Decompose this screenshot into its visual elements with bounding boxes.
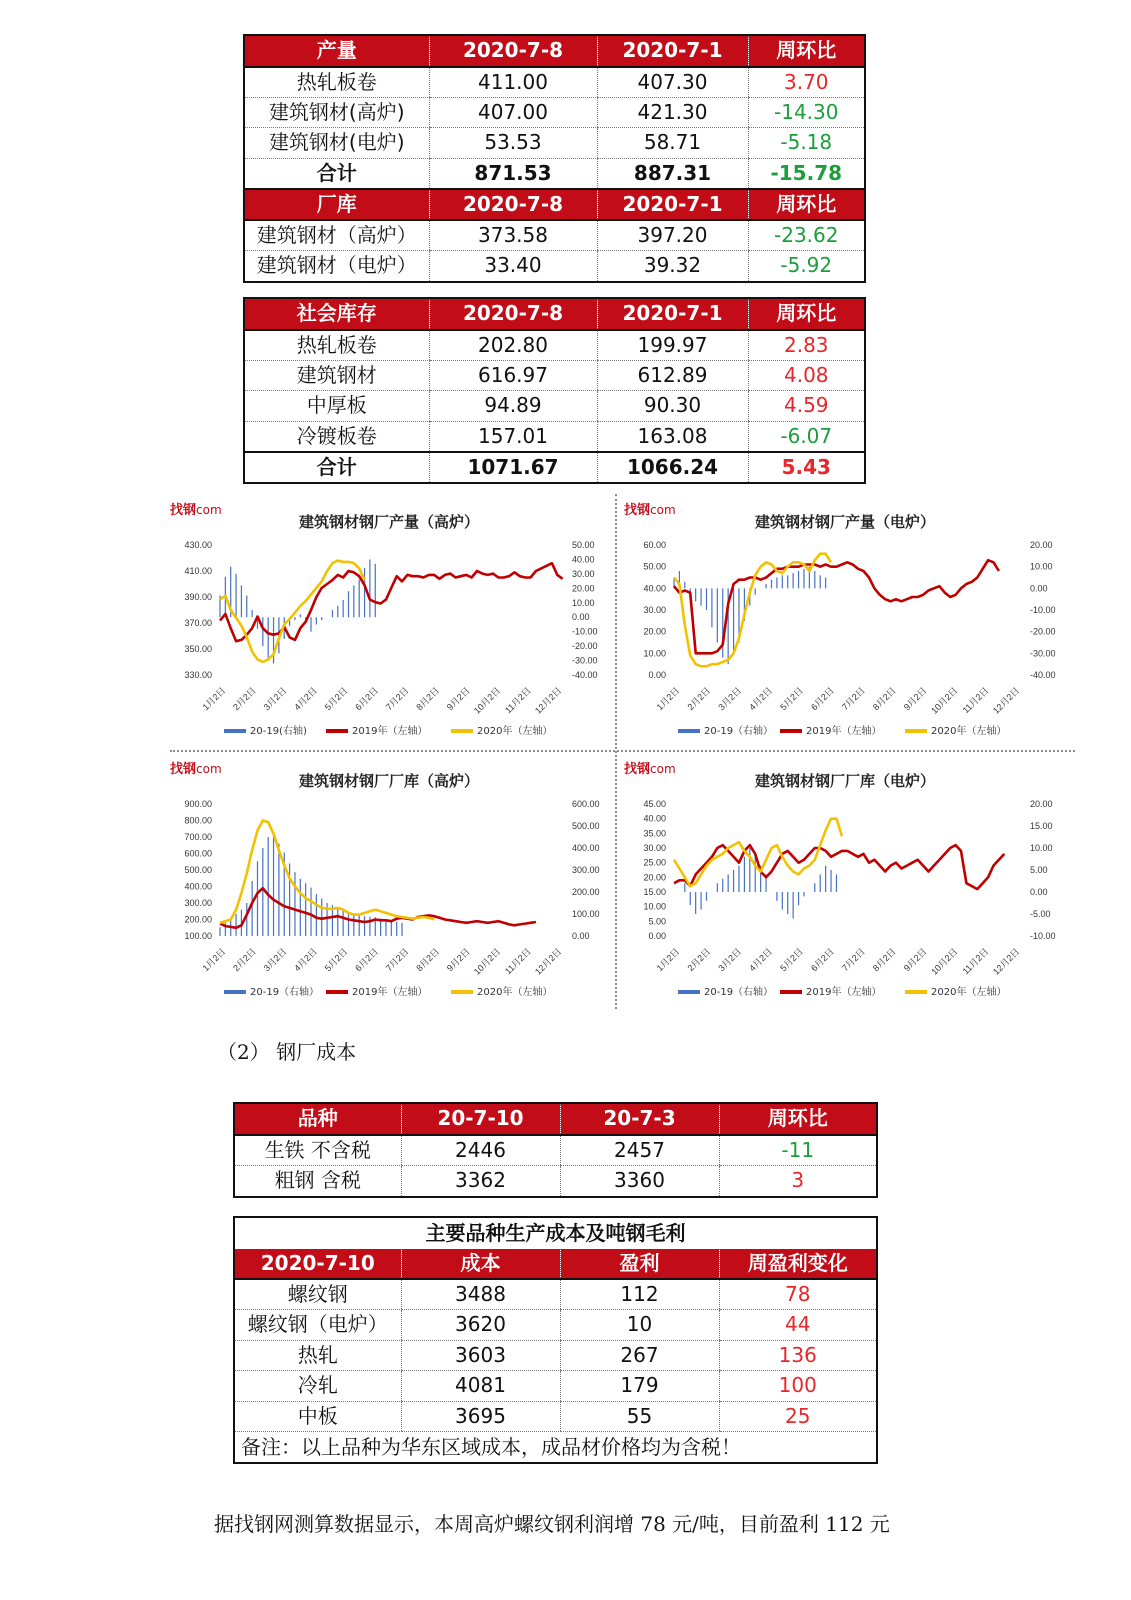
row-label: 建筑钢材(高炉) bbox=[245, 97, 429, 128]
x-axis-tick: 4月2日 bbox=[747, 946, 775, 974]
chart-panel bbox=[166, 756, 612, 1008]
legend-label: 20-19（右轴） bbox=[250, 987, 320, 998]
left-axis-tick: 370.00 bbox=[184, 618, 212, 628]
row-label: 冷轧 bbox=[235, 1371, 401, 1402]
header-cell: 周盈利变化 bbox=[719, 1249, 876, 1280]
cell: 2457 bbox=[560, 1135, 719, 1166]
note-row bbox=[235, 1432, 876, 1463]
change-cell: -11 bbox=[719, 1135, 876, 1166]
change-cell: 5.43 bbox=[748, 452, 864, 483]
right-axis-tick: 5.00 bbox=[1030, 865, 1048, 875]
chart-title: 建筑钢材钢厂厂库（电炉） bbox=[754, 772, 935, 790]
right-axis-tick: 10.00 bbox=[572, 597, 595, 608]
right-axis-tick: 500.00 bbox=[572, 821, 600, 831]
cell: 397.20 bbox=[597, 220, 748, 251]
right-axis-tick: 0.00 bbox=[1030, 583, 1048, 594]
cell: 4081 bbox=[401, 1371, 560, 1402]
table-header bbox=[245, 36, 864, 67]
x-axis-tick: 7月2日 bbox=[839, 685, 867, 713]
row-label: 冷镀板卷 bbox=[245, 421, 429, 452]
row-label: 热轧板卷 bbox=[245, 67, 429, 98]
table-header bbox=[235, 1104, 876, 1135]
x-axis-tick: 3月2日 bbox=[716, 685, 744, 713]
legend-label: 2020年（左轴） bbox=[931, 726, 1007, 737]
cell: 411.00 bbox=[429, 67, 597, 98]
cell: 1066.24 bbox=[597, 452, 748, 483]
legend-swatch bbox=[224, 729, 246, 733]
header-cell: 2020-7-1 bbox=[597, 189, 748, 220]
table-row bbox=[235, 1310, 876, 1341]
right-axis-tick: 0.00 bbox=[1030, 887, 1048, 897]
row-label: 热轧 bbox=[235, 1340, 401, 1371]
header-cell: 盈利 bbox=[560, 1249, 719, 1280]
left-axis-tick: 410.00 bbox=[184, 566, 212, 576]
x-axis-tick: 10月2日 bbox=[929, 946, 960, 977]
x-axis-tick: 1月2日 bbox=[654, 946, 682, 974]
x-axis-tick: 8月2日 bbox=[870, 685, 898, 713]
cell: 53.53 bbox=[429, 128, 597, 159]
x-axis-tick: 11月2日 bbox=[502, 685, 533, 716]
x-axis-tick: 9月2日 bbox=[901, 946, 929, 974]
right-axis-tick: 30.00 bbox=[572, 568, 595, 579]
left-axis-tick: 350.00 bbox=[184, 644, 212, 654]
legend-swatch bbox=[678, 990, 700, 994]
x-axis-tick: 12月2日 bbox=[532, 685, 564, 716]
table-row bbox=[245, 67, 864, 98]
cell: 407.00 bbox=[429, 97, 597, 128]
legend-label: 2020年（左轴） bbox=[477, 987, 553, 998]
left-axis-tick: 700.00 bbox=[184, 832, 212, 842]
x-axis-tick: 4月2日 bbox=[747, 685, 775, 713]
table-row bbox=[235, 1279, 876, 1310]
table-row bbox=[235, 1401, 876, 1432]
x-axis-tick: 10月2日 bbox=[471, 685, 503, 716]
legend-label: 2019年（左轴） bbox=[806, 987, 882, 998]
right-axis-tick: 400.00 bbox=[572, 843, 600, 853]
header-cell: 2020-7-8 bbox=[429, 189, 597, 220]
x-axis-tick: 6月2日 bbox=[353, 946, 381, 974]
legend-swatch bbox=[451, 990, 473, 994]
left-axis-tick: 45.00 bbox=[643, 799, 666, 809]
section-heading: （2） 钢厂成本 bbox=[217, 1040, 357, 1064]
change-cell: 2.83 bbox=[748, 330, 864, 361]
table-row bbox=[245, 97, 864, 128]
legend-swatch bbox=[326, 729, 348, 733]
cell: 267 bbox=[560, 1340, 719, 1371]
series-line bbox=[220, 888, 536, 928]
legend-label: 2020年（左轴） bbox=[477, 726, 553, 737]
row-label: 建筑钢材 bbox=[245, 360, 429, 391]
header-cell: 2020-7-10 bbox=[235, 1249, 401, 1280]
header-cell: 周环比 bbox=[719, 1104, 876, 1135]
x-axis-tick: 6月2日 bbox=[809, 946, 836, 974]
change-cell: 4.59 bbox=[748, 391, 864, 422]
cell: 199.97 bbox=[597, 330, 748, 361]
cell: 33.40 bbox=[429, 250, 597, 281]
right-axis-tick: 20.00 bbox=[1030, 799, 1053, 809]
row-label: 热轧板卷 bbox=[245, 330, 429, 361]
row-label: 中板 bbox=[235, 1401, 401, 1432]
cell: 58.71 bbox=[597, 128, 748, 159]
left-axis-tick: 40.00 bbox=[643, 583, 666, 594]
left-axis-tick: 20.00 bbox=[643, 626, 666, 637]
table-header bbox=[245, 189, 864, 220]
x-axis-tick: 7月2日 bbox=[383, 946, 411, 974]
table-row bbox=[245, 220, 864, 251]
legend-swatch bbox=[451, 729, 473, 733]
x-axis-tick: 11月2日 bbox=[502, 946, 533, 977]
legend-label: 20-19（右轴） bbox=[704, 987, 774, 998]
right-axis-tick: -20.00 bbox=[1030, 626, 1056, 637]
left-axis-tick: 10.00 bbox=[643, 901, 666, 912]
legend-swatch bbox=[326, 990, 348, 994]
table-row bbox=[235, 1165, 876, 1196]
table-row bbox=[245, 330, 864, 361]
table-row bbox=[245, 421, 864, 452]
brand-logo: 找钢com bbox=[170, 762, 222, 777]
table-row bbox=[235, 1340, 876, 1371]
brand-logo: 找钢com bbox=[624, 762, 676, 777]
chart-svg bbox=[620, 756, 1070, 1008]
right-axis-tick: 0.00 bbox=[572, 612, 590, 623]
x-axis-tick: 2月2日 bbox=[685, 685, 713, 713]
row-label: 中厚板 bbox=[245, 391, 429, 422]
series-line bbox=[674, 819, 842, 886]
chart-title: 建筑钢材钢厂厂库（高炉） bbox=[298, 772, 479, 790]
change-cell: -15.78 bbox=[748, 158, 864, 189]
row-label: 螺纹钢 bbox=[235, 1279, 401, 1310]
legend-label: 2019年（左轴） bbox=[806, 726, 882, 737]
cell: 179 bbox=[560, 1371, 719, 1402]
legend-swatch bbox=[780, 990, 802, 994]
left-axis-tick: 30.00 bbox=[643, 605, 666, 615]
x-axis-tick: 8月2日 bbox=[414, 685, 442, 713]
x-axis-tick: 12月2日 bbox=[990, 946, 1022, 977]
change-cell: 100 bbox=[719, 1371, 876, 1402]
row-label: 粗钢 含税 bbox=[274, 1168, 361, 1192]
left-axis-tick: 300.00 bbox=[184, 898, 212, 908]
left-axis-tick: 0.00 bbox=[648, 670, 666, 680]
left-axis-tick: 50.00 bbox=[643, 561, 666, 572]
series-line bbox=[674, 554, 831, 667]
x-axis-tick: 6月2日 bbox=[809, 685, 836, 713]
change-cell: -5.18 bbox=[748, 128, 864, 159]
legend-label: 20-19(右轴) bbox=[250, 726, 307, 737]
x-axis-tick: 2月2日 bbox=[685, 946, 713, 974]
header-cell: 周环比 bbox=[748, 189, 864, 220]
cell: 407.30 bbox=[597, 67, 748, 98]
x-axis-tick: 4月2日 bbox=[292, 685, 320, 713]
x-axis-tick: 10月2日 bbox=[929, 685, 960, 716]
table-row bbox=[235, 1135, 876, 1166]
cell: 3603 bbox=[401, 1340, 560, 1371]
change-cell: 78 bbox=[719, 1279, 876, 1310]
social-inventory-table bbox=[243, 297, 866, 484]
cell: 887.31 bbox=[597, 158, 748, 189]
right-axis-tick: 10.00 bbox=[1030, 843, 1053, 853]
cell: 616.97 bbox=[429, 360, 597, 391]
left-axis-tick: 15.00 bbox=[643, 887, 666, 897]
header-cell: 社会库存 bbox=[245, 299, 429, 330]
x-axis-tick: 11月2日 bbox=[960, 946, 991, 977]
right-axis-tick: 200.00 bbox=[572, 887, 600, 897]
left-axis-tick: 40.00 bbox=[643, 813, 666, 824]
table-row bbox=[245, 250, 864, 281]
left-axis-tick: 500.00 bbox=[184, 865, 212, 875]
left-axis-tick: 400.00 bbox=[184, 881, 212, 892]
chart-title: 建筑钢材钢厂产量（高炉） bbox=[298, 513, 479, 531]
left-axis-tick: 430.00 bbox=[184, 540, 212, 550]
production-table bbox=[243, 34, 866, 283]
x-axis-tick: 5月2日 bbox=[778, 946, 806, 974]
right-axis-tick: -10.00 bbox=[1030, 931, 1056, 941]
x-axis-tick: 5月2日 bbox=[778, 685, 806, 713]
change-cell: -14.30 bbox=[748, 97, 864, 128]
chart-panel bbox=[620, 756, 1070, 1008]
brand-logo: 找钢com bbox=[170, 503, 222, 518]
legend-label: 2019年（左轴） bbox=[352, 726, 428, 737]
change-cell: 3.70 bbox=[748, 67, 864, 98]
cell: 112 bbox=[560, 1279, 719, 1310]
table-row bbox=[245, 391, 864, 422]
brand-logo: 找钢com bbox=[624, 503, 676, 518]
cell: 3620 bbox=[401, 1310, 560, 1341]
row-label: 合计 bbox=[245, 158, 429, 189]
header-cell: 20-7-10 bbox=[401, 1104, 560, 1135]
right-axis-tick: -10.00 bbox=[1030, 605, 1056, 615]
total-row bbox=[245, 158, 864, 189]
chart-panel bbox=[166, 497, 612, 747]
series-line bbox=[220, 563, 563, 641]
table-row bbox=[245, 128, 864, 159]
row-label: 建筑钢材（电炉） bbox=[256, 253, 417, 277]
right-axis-tick: 40.00 bbox=[572, 554, 595, 565]
change-cell: -6.07 bbox=[748, 421, 864, 452]
margin-table bbox=[233, 1216, 878, 1464]
left-axis-tick: 35.00 bbox=[643, 828, 666, 839]
right-axis-tick: -30.00 bbox=[572, 655, 598, 666]
x-axis-tick: 2月2日 bbox=[231, 685, 258, 713]
row-label: 生铁 不含税 bbox=[235, 1135, 401, 1166]
cell: 3488 bbox=[401, 1279, 560, 1310]
x-axis-tick: 8月2日 bbox=[870, 946, 898, 974]
legend-label: 2020年（左轴） bbox=[931, 987, 1007, 998]
legend-swatch bbox=[780, 729, 802, 733]
right-axis-tick: 50.00 bbox=[572, 540, 595, 550]
x-axis-tick: 3月2日 bbox=[261, 685, 289, 713]
header-cell: 周环比 bbox=[748, 36, 864, 67]
chart-panel bbox=[620, 497, 1070, 747]
right-axis-tick: -20.00 bbox=[572, 641, 598, 652]
x-axis-tick: 1月2日 bbox=[200, 946, 228, 974]
table-title-row bbox=[235, 1218, 876, 1249]
header-cell: 20-7-3 bbox=[560, 1104, 719, 1135]
right-axis-tick: 20.00 bbox=[1030, 540, 1053, 550]
table-row bbox=[235, 1371, 876, 1402]
left-axis-tick: 30.00 bbox=[643, 843, 666, 853]
left-axis-tick: 60.00 bbox=[643, 540, 666, 550]
left-axis-tick: 20.00 bbox=[643, 872, 666, 883]
chart-svg bbox=[620, 497, 1070, 747]
cell: 94.89 bbox=[429, 391, 597, 422]
right-axis-tick: 0.00 bbox=[572, 931, 590, 941]
cost-table bbox=[233, 1102, 878, 1198]
legend-swatch bbox=[905, 990, 927, 994]
x-axis-tick: 5月2日 bbox=[322, 685, 350, 713]
x-axis-tick: 2月2日 bbox=[231, 946, 258, 974]
table-title: 主要品种生产成本及吨钢毛利 bbox=[235, 1218, 876, 1249]
legend-swatch bbox=[678, 729, 700, 733]
total-row bbox=[245, 452, 864, 483]
x-axis-tick: 1月2日 bbox=[200, 685, 228, 713]
header-cell: 厂库 bbox=[245, 189, 429, 220]
left-axis-tick: 330.00 bbox=[184, 670, 212, 680]
cell: 2446 bbox=[401, 1135, 560, 1166]
left-axis-tick: 5.00 bbox=[648, 916, 666, 927]
cell: 373.58 bbox=[429, 220, 597, 251]
change-cell: 3 bbox=[719, 1165, 876, 1196]
x-axis-tick: 12月2日 bbox=[532, 946, 564, 977]
cell: 55 bbox=[560, 1401, 719, 1432]
right-axis-tick: -10.00 bbox=[572, 626, 598, 637]
x-axis-tick: 4月2日 bbox=[292, 946, 320, 974]
cell: 3360 bbox=[560, 1165, 719, 1196]
right-axis-tick: -40.00 bbox=[1030, 670, 1056, 680]
x-axis-tick: 3月2日 bbox=[716, 946, 744, 974]
left-axis-tick: 900.00 bbox=[184, 799, 212, 809]
x-axis-tick: 12月2日 bbox=[990, 685, 1022, 716]
x-axis-tick: 9月2日 bbox=[901, 685, 929, 713]
table-header bbox=[245, 299, 864, 330]
left-axis-tick: 25.00 bbox=[643, 857, 666, 868]
right-axis-tick: 20.00 bbox=[572, 583, 595, 594]
right-axis-tick: 600.00 bbox=[572, 799, 600, 809]
right-axis-tick: -40.00 bbox=[572, 670, 598, 680]
right-axis-tick: 10.00 bbox=[1030, 561, 1053, 572]
table-note: 备注：以上品种为华东区域成本，成品材价格均为含税！ bbox=[241, 1434, 741, 1459]
chart-grid-divider bbox=[170, 750, 1075, 752]
row-label: 螺纹钢（电炉） bbox=[235, 1310, 401, 1341]
change-cell: 4.08 bbox=[748, 360, 864, 391]
header-cell: 周环比 bbox=[748, 299, 864, 330]
cell: 157.01 bbox=[429, 421, 597, 452]
cell: 1071.67 bbox=[429, 452, 597, 483]
x-axis-tick: 5月2日 bbox=[322, 946, 350, 974]
x-axis-tick: 8月2日 bbox=[414, 946, 442, 974]
x-axis-tick: 7月2日 bbox=[383, 685, 411, 713]
x-axis-tick: 11月2日 bbox=[960, 685, 991, 716]
legend-label: 20-19（右轴） bbox=[704, 726, 774, 737]
left-axis-tick: 390.00 bbox=[184, 592, 212, 602]
left-axis-tick: 600.00 bbox=[184, 848, 212, 859]
cell: 90.30 bbox=[597, 391, 748, 422]
change-cell: 44 bbox=[719, 1310, 876, 1341]
header-cell: 品种 bbox=[235, 1104, 401, 1135]
header-cell: 成本 bbox=[401, 1249, 560, 1280]
header-cell: 2020-7-1 bbox=[597, 36, 748, 67]
change-cell: -5.92 bbox=[748, 250, 864, 281]
header-cell: 2020-7-1 bbox=[597, 299, 748, 330]
cell: 202.80 bbox=[429, 330, 597, 361]
header-cell: 2020-7-8 bbox=[429, 299, 597, 330]
legend-swatch bbox=[224, 990, 246, 994]
cell: 163.08 bbox=[597, 421, 748, 452]
cell: 871.53 bbox=[429, 158, 597, 189]
x-axis-tick: 3月2日 bbox=[261, 946, 289, 974]
left-axis-tick: 10.00 bbox=[643, 648, 666, 659]
chart-grid-divider bbox=[615, 494, 617, 1009]
table-header bbox=[235, 1249, 876, 1280]
table-row bbox=[245, 360, 864, 391]
cell: 3362 bbox=[401, 1165, 560, 1196]
x-axis-tick: 9月2日 bbox=[444, 946, 472, 974]
right-axis-tick: 100.00 bbox=[572, 909, 600, 919]
change-cell: 25 bbox=[719, 1401, 876, 1432]
legend-swatch bbox=[905, 729, 927, 733]
x-axis-tick: 6月2日 bbox=[353, 685, 381, 713]
x-axis-tick: 10月2日 bbox=[471, 946, 503, 977]
cell: 421.30 bbox=[597, 97, 748, 128]
chart-svg bbox=[166, 497, 612, 747]
change-cell: -23.62 bbox=[748, 220, 864, 251]
body-paragraph: 据找钢网测算数据显示，本周高炉螺纹钢利润增 78 元/吨，目前盈利 112 元 bbox=[214, 1512, 890, 1536]
x-axis-tick: 7月2日 bbox=[839, 946, 867, 974]
chart-title: 建筑钢材钢厂产量（电炉） bbox=[754, 513, 935, 531]
cell: 612.89 bbox=[597, 360, 748, 391]
left-axis-tick: 100.00 bbox=[184, 931, 212, 941]
right-axis-tick: 15.00 bbox=[1030, 821, 1053, 831]
row-label: 合计 bbox=[245, 452, 429, 483]
right-axis-tick: 300.00 bbox=[572, 865, 600, 875]
header-cell: 产量 bbox=[245, 36, 429, 67]
row-label: 建筑钢材(电炉) bbox=[245, 128, 429, 159]
cell: 10 bbox=[560, 1310, 719, 1341]
cell: 3695 bbox=[401, 1401, 560, 1432]
legend-label: 2019年（左轴） bbox=[352, 987, 428, 998]
left-axis-tick: 800.00 bbox=[184, 815, 212, 826]
chart-svg bbox=[166, 756, 612, 1008]
right-axis-tick: -5.00 bbox=[1030, 909, 1051, 919]
x-axis-tick: 9月2日 bbox=[444, 685, 472, 713]
left-axis-tick: 200.00 bbox=[184, 914, 212, 925]
right-axis-tick: -30.00 bbox=[1030, 648, 1056, 659]
header-cell: 2020-7-8 bbox=[429, 36, 597, 67]
change-cell: 136 bbox=[719, 1340, 876, 1371]
left-axis-tick: 0.00 bbox=[648, 931, 666, 941]
row-label: 建筑钢材（高炉） bbox=[245, 220, 429, 251]
cell: 39.32 bbox=[597, 250, 748, 281]
x-axis-tick: 1月2日 bbox=[654, 685, 682, 713]
